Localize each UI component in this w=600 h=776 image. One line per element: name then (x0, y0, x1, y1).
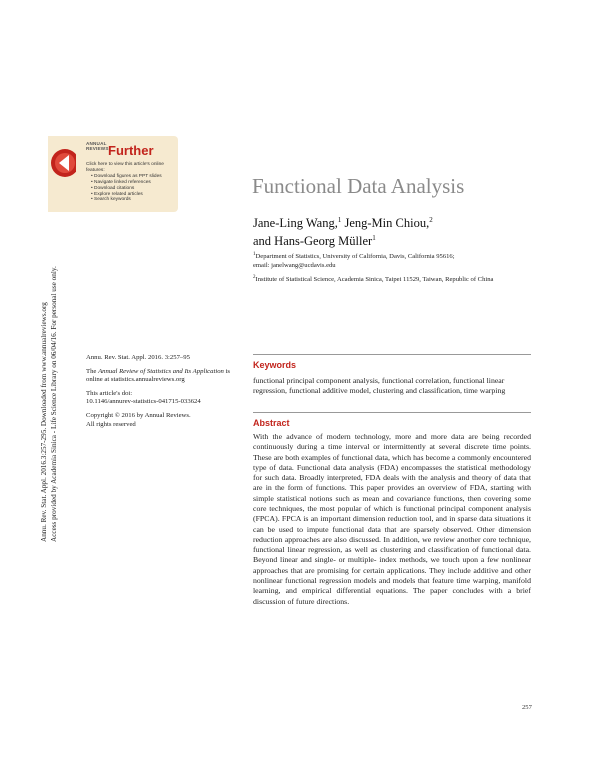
side-notice-line1: Annu. Rev. Stat. Appl. 2016.3:257-295. Downloaded from www.annualreviews.org (40, 302, 48, 542)
keywords-text: functional principal component analysis, functional correlation, functional linear regression, functional additive model, clustering and classification, time warping (253, 376, 506, 395)
further-feature-item[interactable]: • Download figures as PPT slides (91, 174, 176, 180)
page-number: 257 (522, 704, 532, 711)
further-description (86, 162, 176, 203)
article-authors: Jane-Ling Wang,$^1$ Jeng-Min Chiou,$^2$ and Hans-Georg Müller$^1$ (253, 216, 433, 249)
article-title: Functional Data Analysis (252, 174, 465, 198)
further-feature-item[interactable]: • Explore related articles (91, 192, 176, 198)
journal-online-note: The Annual Review of Statistics and Its Application is online at statistics.annualreviews.org (86, 367, 231, 384)
further-title[interactable]: Further (108, 143, 154, 158)
doi-block: This article's doi: 10.1146/annurev-statistics-041715-033624 (86, 389, 201, 406)
further-feature-item[interactable]: • Navigate linked references (91, 180, 176, 186)
abstract-heading: Abstract (253, 418, 290, 428)
keywords-heading: Keywords (253, 360, 297, 370)
further-feature-item[interactable]: • Search keywords (91, 197, 176, 203)
author-email[interactable]: email: janelwang@ucdavis.edu (253, 262, 336, 270)
article-metadata (86, 354, 236, 434)
copyright: Copyright © 2016 by Annual Reviews. All rights reserved (86, 411, 191, 428)
affiliations: $^1$Department of Statistics, University of California, Davis, California 95616; email: janelwang@ucdavis.edu $^2$Institute of Statistical Science, Academia Sinica, Taipei 11529, Taiwan, Republic of China (253, 252, 494, 284)
divider (253, 354, 531, 355)
abstract-text: With the advance of modern technology, more and more data are being recorded continuously during a time interval or intermittently at several discrete time points. These are both examples of functional data, which has become a commonly encountered type of data. Functional data analysis (FDA) encompasses the statistical methodology for such data. Broadly interpreted, FDA deals with the analysis and theory of data that are in the form of functions. This paper provides an overview of FDA, starting with simple statistical notions such as mean and covariance functions, then covering some core techniques, the most popular of which is functional principal component analysis (FPCA). FPCA is an important dimension reduction tool, and in sparse data situations it can be used to impute functional data that are sparsely observed. Other dimension reduction approaches are also discussed. In addition, we review another core technique, functional linear regression, as well as clustering and classification of functional data. Beyond linear and single- or multiple- index methods, we touch upon a few nonlinear approaches that are promising for certain applications. They include additive and other nonlinear functional regression models and models that feature time warping, manifold learning, and empirical differential equations. The paper concludes with a brief discussion of future directions. (253, 432, 531, 606)
side-notice-line2: Access provided by Academia Sinica - Life Science Library on 06/04/16. For personal use only. (50, 266, 58, 542)
further-feature-item[interactable]: • Download citations (91, 186, 176, 192)
further-play-icon[interactable] (50, 144, 76, 182)
further-features-list (86, 174, 176, 203)
further-intro: Click here to view this article's online features: (86, 162, 164, 173)
annual-reviews-logo-text: ANNUAL REVIEWS (86, 141, 109, 151)
divider (253, 412, 531, 413)
citation: Annu. Rev. Stat. Appl. 2016. 3:257–95 (86, 354, 190, 361)
doi-link[interactable]: 10.1146/annurev-statistics-041715-033624 (86, 398, 201, 406)
